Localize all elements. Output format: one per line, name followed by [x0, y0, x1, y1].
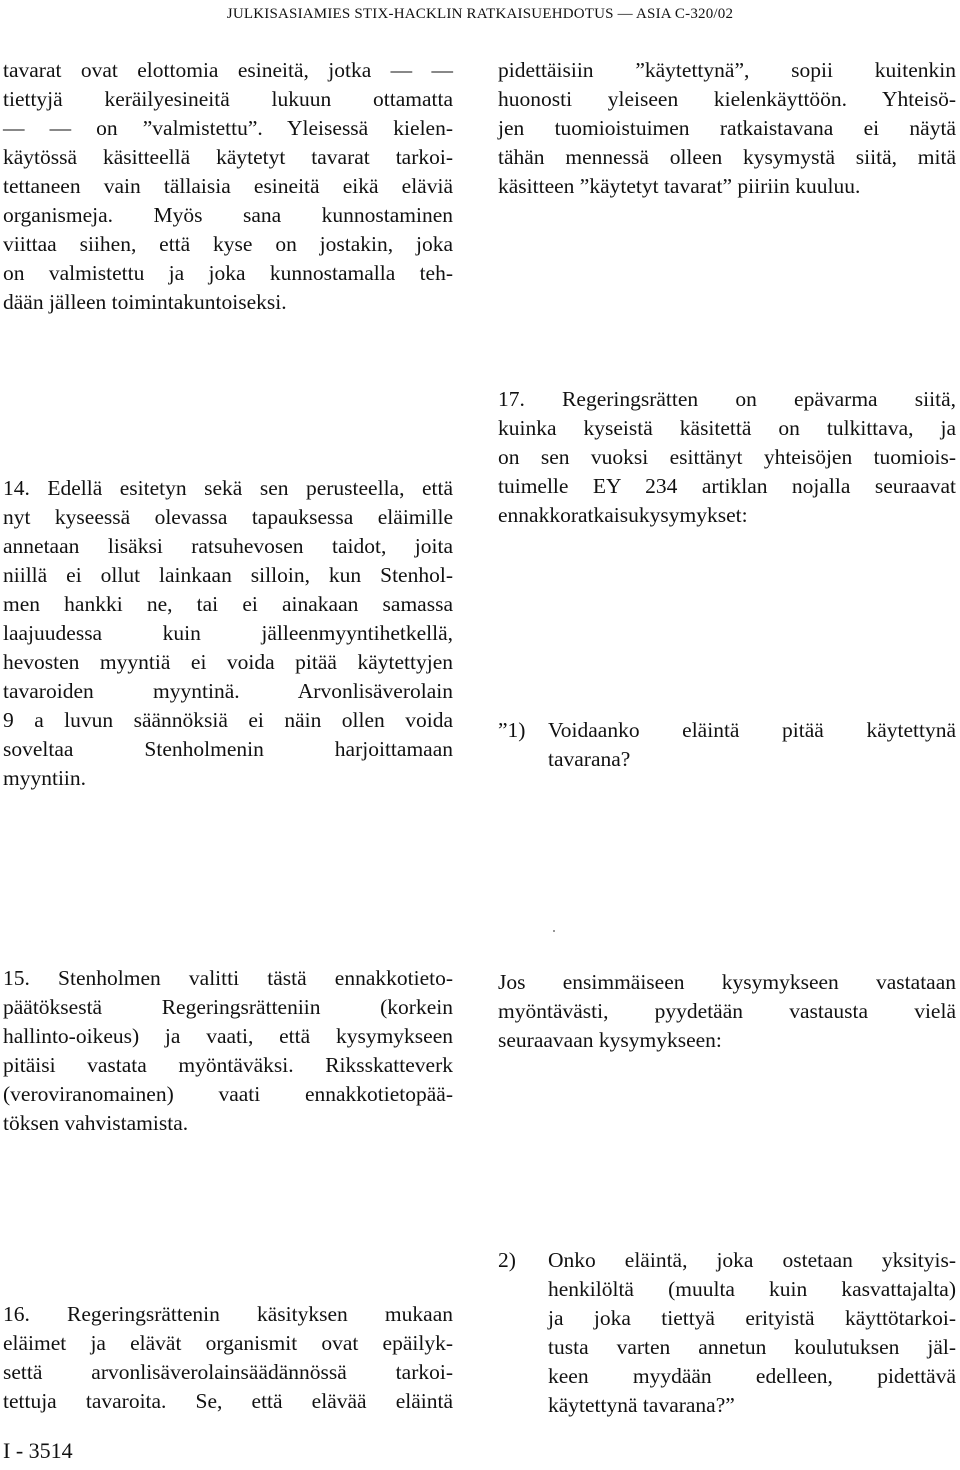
text-line: myyntiin.: [3, 766, 87, 790]
paragraph-17: [498, 385, 956, 530]
text-line: tuimelle EY 234 artiklan nojalla seuraavat: [498, 474, 956, 498]
text-line: keen myydään edelleen, pidettävä: [548, 1364, 956, 1388]
text-line: tettaneen vain tällaisia esineitä eikä eläviä: [3, 174, 453, 198]
text-line: on sen vuoksi esittänyt yhteisöjen tuomiois-: [498, 445, 956, 469]
text-line: nyt kyseessä olevassa tapauksessa eläimille: [3, 505, 453, 529]
text-line: hallinto-oikeus) ja vaati, että kysymykseen: [3, 1024, 453, 1048]
text-line: hevosten myyntiä ei voida pitää käytettyjen: [3, 650, 453, 674]
text-line: jen tuomioistuimen ratkaistavana ei näytä: [498, 116, 956, 140]
text-line: men hankki ne, tai ei ainakaan samassa: [3, 592, 453, 616]
text-line: — — on ”valmistettu”. Yleisessä kielen-: [3, 116, 453, 140]
text-line: Jos ensimmäiseen kysymykseen vastataan: [498, 970, 956, 994]
question-number: 2): [498, 1248, 516, 1272]
followup-paragraph: [498, 968, 956, 1055]
text-line: tavaroiden myyntinä. Arvonlisäverolain: [3, 679, 453, 703]
text-line: viittaa siihen, että kyse on jostakin, joka: [3, 232, 453, 256]
paragraph-16: [3, 1300, 453, 1416]
running-header: JULKISASIAMIES STIX-HACKLIN RATKAISUEHDOTUS — ASIA C-320/02: [226, 6, 734, 22]
text-line: myöntävästi, pyydetään vastausta vielä: [498, 999, 956, 1023]
text-line: on valmistettu ja joka kunnostamalla teh-: [3, 261, 453, 285]
left-intro-paragraph: [3, 56, 453, 317]
text-line: 9 a luvun säännöksiä ei näin ollen voida: [3, 708, 453, 732]
text-line: tiettyjä keräilyesineitä lukuun ottamatta: [3, 87, 453, 111]
text-line: ja joka tiettyä erityistä käyttötarkoi-: [548, 1306, 956, 1330]
text-line: organismeja. Myös sana kunnostaminen: [3, 203, 453, 227]
text-line: tähän mennessä olleen kysymystä siitä, mitä: [498, 145, 956, 169]
text-line: käytettynä tavarana?”: [548, 1393, 735, 1417]
question-2: [498, 1246, 956, 1426]
text-line: kuinka kyseistä käsitettä on tulkittava, ja: [498, 416, 956, 440]
text-line: pitäisi vastata myöntäväksi. Riksskatteverk: [3, 1053, 453, 1077]
text-line: dään jälleen toimintakuntoiseksi.: [3, 290, 287, 314]
text-line: Onko eläintä, joka ostetaan yksityis-: [548, 1248, 956, 1272]
text-line: käytössä käsitteellä käytetyt tavarat tarkoi-: [3, 145, 453, 169]
text-line: 15. Stenholmen valitti tästä ennakkotieto-: [3, 966, 453, 990]
text-line: tusta varten annetun koulutuksen jäl-: [548, 1335, 956, 1359]
text-line: käsitteen ”käytetyt tavarat” piiriin kuuluu.: [498, 174, 861, 198]
text-line: tavarat ovat elottomia esineitä, jotka — —: [3, 58, 453, 82]
text-line: ennakkoratkaisukysymykset:: [498, 503, 748, 527]
text-line: tettuja tavaroita. Se, että elävää eläintä: [3, 1389, 453, 1413]
paragraph-15: [3, 964, 453, 1138]
text-line: huonosti yleiseen kielenkäyttöön. Yhteisö-: [498, 87, 956, 111]
paragraph-14: [3, 474, 453, 793]
text-line: annetaan lisäksi ratsuhevosen taidot, joita: [3, 534, 453, 558]
text-line: 16. Regeringsrättenin käsityksen mukaan: [3, 1302, 453, 1326]
text-line: settä arvonlisäverolainsäädännössä tarkoi-: [3, 1360, 453, 1384]
question-number: ”1): [498, 718, 526, 742]
text-line: pidettäisiin ”käytettynä”, sopii kuitenkin: [498, 58, 956, 82]
page-number: I - 3514: [3, 1438, 73, 1463]
text-line: (veroviranomainen) vaati ennakkotietopää-: [3, 1082, 453, 1106]
text-line: henkilöltä (muulta kuin kasvattajalta): [548, 1277, 956, 1301]
text-line: niillä ei ollut lainkaan silloin, kun Stenhol-: [3, 563, 453, 587]
text-line: töksen vahvistamista.: [3, 1111, 189, 1135]
text-line: laajuudessa kuin jälleenmyyntihetkellä,: [3, 621, 453, 645]
text-line: eläimet ja elävät organismit ovat epäilyk-: [3, 1331, 453, 1355]
text-line: 17. Regeringsrätten on epävarma siitä,: [498, 387, 956, 411]
question-1: [498, 716, 956, 776]
right-intro-paragraph: [498, 56, 956, 201]
text-line: tavarana?: [548, 747, 631, 771]
text-line: soveltaa Stenholmenin harjoittamaan: [3, 737, 453, 761]
text-line: Voidaanko eläintä pitää käytettynä: [548, 718, 956, 742]
text-line: seuraavaan kysymykseen:: [498, 1028, 722, 1052]
scan-speck: [553, 930, 555, 932]
text-line: päätöksestä Regeringsrätteniin (korkein: [3, 995, 453, 1019]
text-line: 14. Edellä esitetyn sekä sen perusteella, että: [3, 476, 453, 500]
